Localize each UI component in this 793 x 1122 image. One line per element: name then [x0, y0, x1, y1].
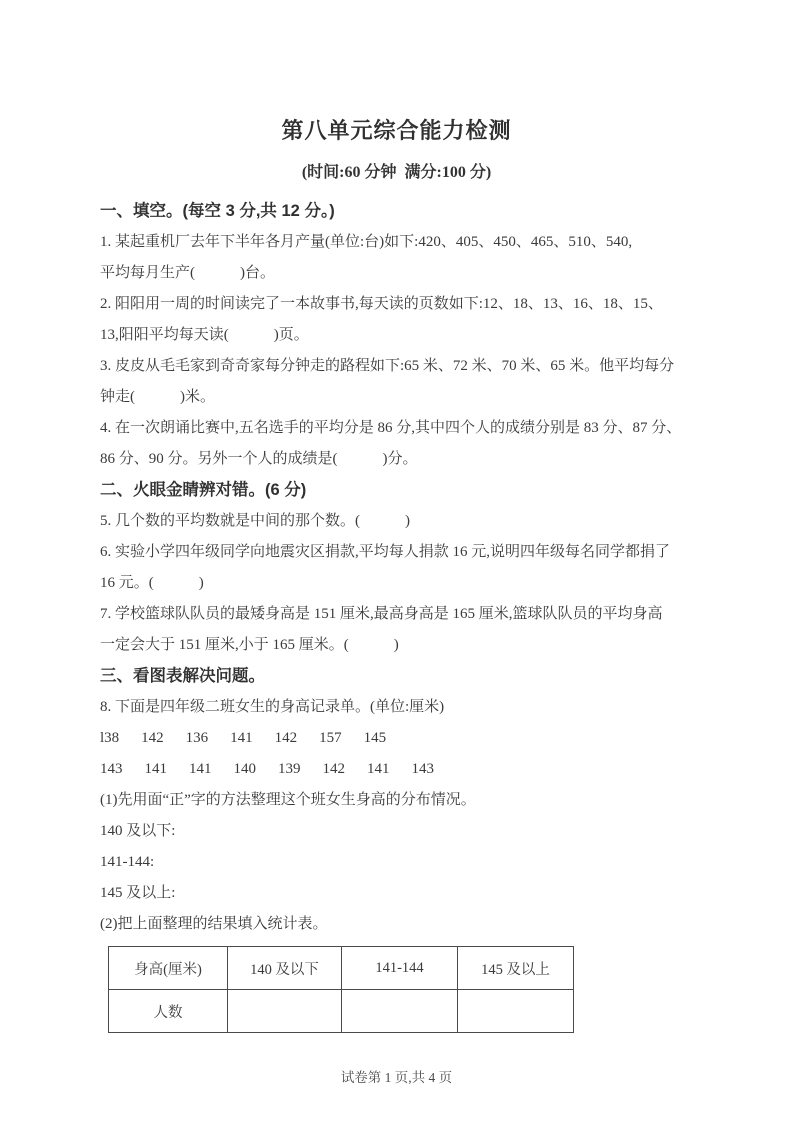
height-record-row-1	[100, 723, 693, 754]
height-value: 142	[274, 730, 298, 746]
table-header-height: 身高(厘米)	[109, 947, 228, 990]
section-1-heading: 一、填空。(每空 3 分,共 12 分。)	[100, 202, 335, 220]
question-2-line-2: 13,阳阳平均每天读( )页。	[100, 327, 309, 343]
question-8-intro: 8. 下面是四年级二班女生的身高记录单。(单位:厘米)	[100, 699, 445, 715]
table-header-145-above: 145 及以上	[458, 947, 574, 990]
height-value: 141	[230, 730, 253, 746]
question-8-sub-2: (2)把上面整理的结果填入统计表。	[100, 916, 328, 932]
answer-cell-145-above	[458, 990, 574, 1033]
height-value: 141	[367, 761, 390, 777]
table-count-row	[109, 990, 574, 1033]
question-6-line-1: 6. 实验小学四年级同学向地震灾区捐款,平均每人捐款 16 元,说明四年级每名同学都捐了	[100, 544, 671, 560]
answer-cell-141-144	[342, 990, 458, 1033]
page-footer: 试卷第 1 页,共 4 页	[340, 1070, 453, 1085]
question-3-line-1: 3. 皮皮从毛毛家到奇奇家每分钟走的路程如下:65 米、72 米、70 米、65 米。他平均每分	[100, 358, 675, 374]
height-value: 145	[363, 730, 387, 746]
question-5-line: 5. 几个数的平均数就是中间的那个数。( )	[100, 513, 410, 529]
height-value: 141	[189, 761, 212, 777]
height-value: 157	[319, 730, 342, 746]
tally-label-145-above: 145 及以上:	[100, 885, 176, 901]
height-value: 142	[141, 730, 164, 746]
question-3-line-2: 钟走( )米。	[100, 389, 215, 405]
tally-label-140-below: 140 及以下:	[100, 823, 176, 839]
question-1-line-1: 1. 某起重机厂去年下半年各月产量(单位:台)如下:420、405、450、465、510、540,	[100, 234, 633, 250]
question-7-line-1: 7. 学校篮球队队员的最矮身高是 151 厘米,最高身高是 165 厘米,篮球队队员的平均身高	[100, 606, 663, 622]
question-4-line-1: 4. 在一次朗诵比赛中,五名选手的平均分是 86 分,其中四个人的成绩分别是 83 分、87 分、	[100, 420, 682, 436]
table-row-label-count: 人数	[109, 990, 228, 1033]
height-value: 141	[144, 761, 167, 777]
height-value: 143	[411, 761, 434, 777]
height-value: 143	[100, 761, 123, 777]
question-6-line-2: 16 元。( )	[100, 575, 204, 591]
table-header-141-144: 141-144	[342, 947, 458, 990]
question-1-line-2: 平均每月生产( )台。	[100, 265, 275, 281]
tally-label-141-144: 141-144:	[100, 854, 155, 870]
section-3-heading: 三、看图表解决问题。	[100, 667, 265, 685]
height-value: 139	[278, 761, 301, 777]
height-value: l38	[100, 730, 120, 746]
question-4-line-2: 86 分、90 分。另外一个人的成绩是( )分。	[100, 451, 418, 467]
section-2-heading: 二、火眼金睛辨对错。(6 分)	[100, 481, 307, 499]
table-header-140-below: 140 及以下	[228, 947, 342, 990]
question-7-line-2: 一定会大于 151 厘米,小于 165 厘米。( )	[100, 637, 399, 653]
exam-time-score-meta: (时间:60 分钟 满分:100 分)	[301, 164, 492, 181]
statistics-table	[108, 946, 574, 1033]
question-8-sub-1: (1)先用面“正”字的方法整理这个班女生身高的分布情况。	[100, 792, 476, 808]
height-value: 140	[233, 761, 256, 777]
page-title: 第八单元综合能力检测	[281, 118, 512, 143]
height-value: 136	[185, 730, 209, 746]
height-record-row-2	[100, 754, 693, 785]
answer-cell-140-below	[228, 990, 342, 1033]
exam-body	[100, 196, 693, 1033]
table-header-row	[109, 947, 574, 990]
question-2-line-1: 2. 阳阳用一周的时间读完了一本故事书,每天读的页数如下:12、18、13、16、18、15、	[100, 296, 663, 312]
height-value: 142	[322, 761, 345, 777]
